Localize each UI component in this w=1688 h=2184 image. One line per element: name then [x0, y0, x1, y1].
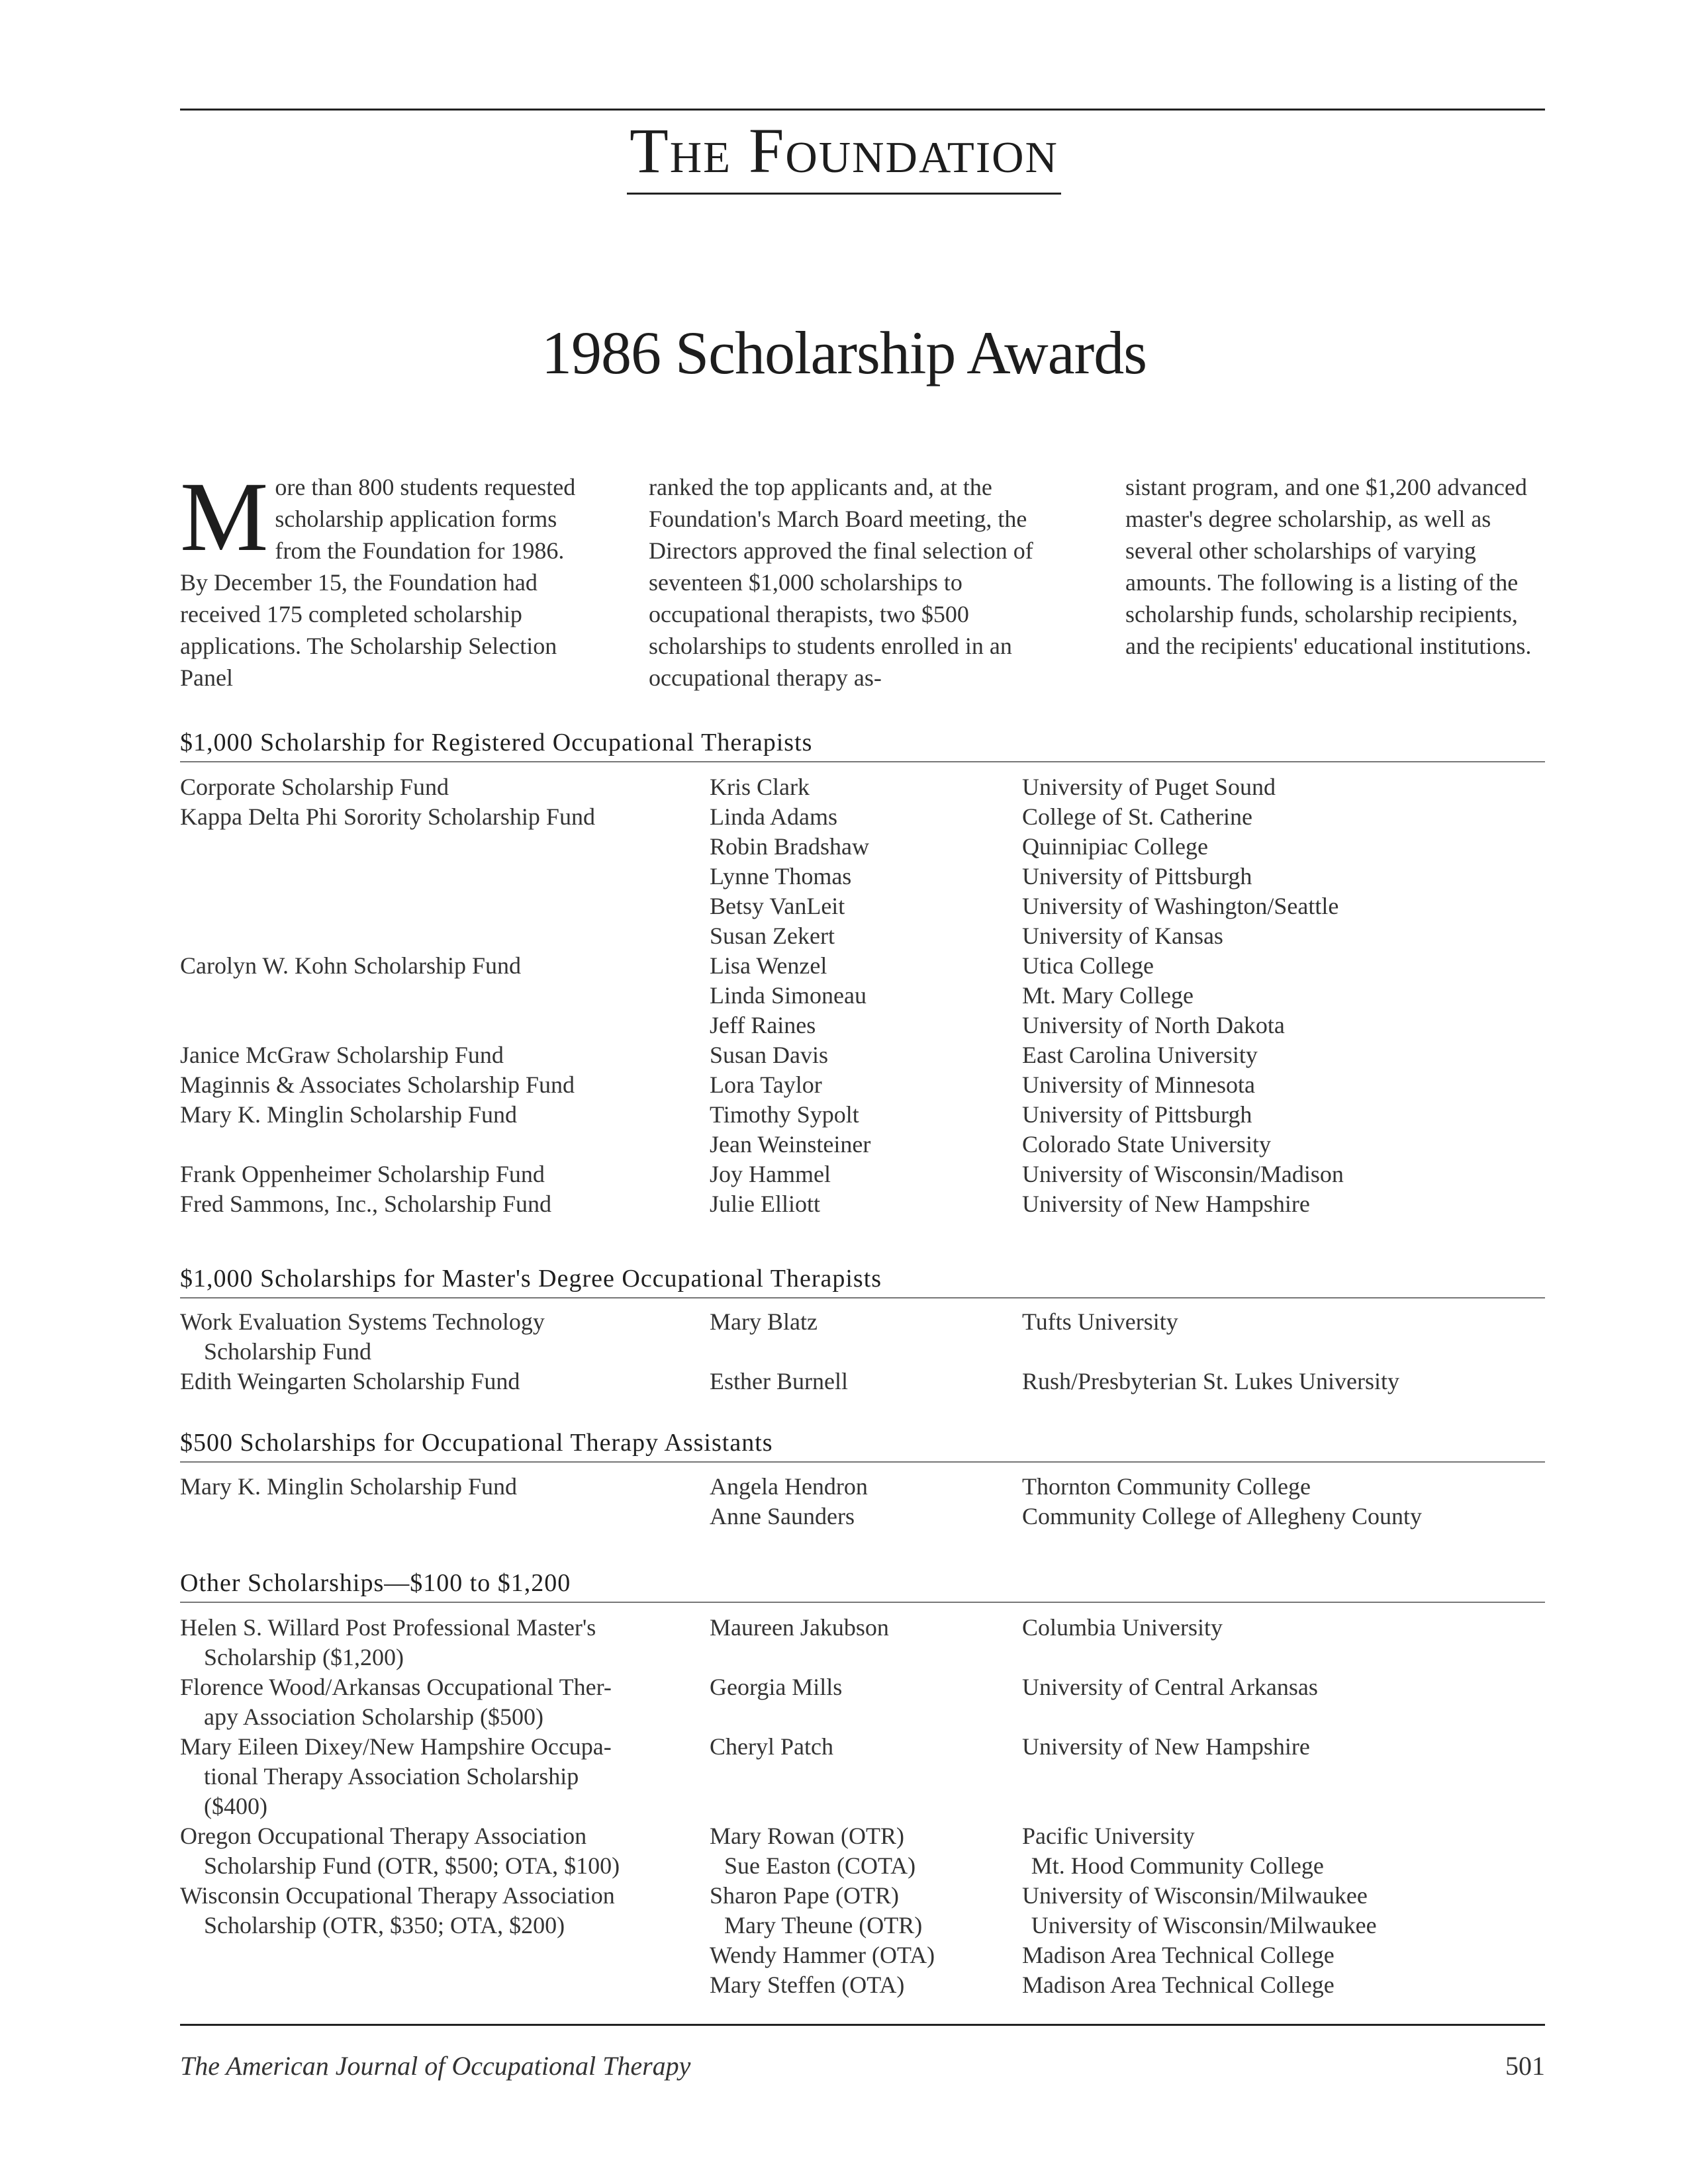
recipient-name: Lisa Wenzel — [710, 952, 827, 979]
table-row — [180, 981, 1545, 1011]
fund-name — [180, 891, 710, 921]
recipient-name: Susan Davis — [710, 1042, 828, 1068]
table-row — [180, 1502, 1545, 1531]
recipient-name: Joy Hammel — [710, 1161, 831, 1187]
institution: Community College of Allegheny County — [1022, 1503, 1422, 1529]
recipient-name: Linda Simoneau — [710, 982, 867, 1009]
group-heading-masters: $1,000 Scholarships for Master's Degree Occupational Therapists — [180, 1264, 1545, 1298]
fund-name: Wisconsin Occupational Therapy Association — [180, 1882, 615, 1909]
group-rows-masters — [180, 1307, 1545, 1396]
drop-cap: M — [180, 462, 269, 572]
recipient-name: Sue Easton (COTA) — [724, 1852, 916, 1879]
institution: Columbia University — [1022, 1614, 1223, 1641]
fund-name — [180, 1970, 710, 2000]
table-row — [180, 1732, 1545, 1821]
table-row — [180, 1672, 1545, 1732]
fund-line: Mary Eileen Dixey/New Hampshire Occupa- — [180, 1733, 612, 1760]
table-row — [180, 921, 1545, 951]
recipient-name: Anne Saunders — [710, 1503, 855, 1529]
institution: University of Wisconsin/Madison — [1022, 1161, 1344, 1187]
fund-name — [180, 1613, 710, 1672]
institution: University of Washington/Seattle — [1022, 893, 1339, 919]
group-rows-ota — [180, 1472, 1545, 1531]
table-row — [180, 1367, 1545, 1396]
group-rows-rot — [180, 772, 1545, 1219]
fund-name: Kappa Delta Phi Sorority Scholarship Fund — [180, 803, 595, 830]
group-rows-other — [180, 1613, 1545, 2000]
fund-name — [180, 1307, 710, 1367]
intro-column-1 — [180, 462, 577, 694]
recipient-name: Cheryl Patch — [710, 1733, 833, 1760]
fund-line: Helen S. Willard Post Professional Master's — [180, 1614, 596, 1641]
institution: Mt. Hood Community College — [1031, 1852, 1324, 1879]
fund-name: Janice McGraw Scholarship Fund — [180, 1042, 504, 1068]
institution: University of New Hampshire — [1022, 1733, 1310, 1760]
table-row — [180, 772, 1545, 802]
institution: University of Minnesota — [1022, 1071, 1255, 1098]
fund-line: Florence Wood/Arkansas Occupational Ther- — [180, 1674, 612, 1700]
recipient-name: Lynne Thomas — [710, 863, 852, 889]
table-row — [180, 1911, 1545, 1940]
table-row — [180, 832, 1545, 862]
recipient-name: Mary Blatz — [710, 1308, 818, 1335]
table-row — [180, 1130, 1545, 1160]
fund-name: Frank Oppenheimer Scholarship Fund — [180, 1161, 545, 1187]
fund-name — [180, 981, 710, 1011]
recipient-name: Mary Theune (OTR) — [724, 1912, 923, 1938]
institution: College of St. Catherine — [1022, 803, 1252, 830]
fund-line: ($400) — [204, 1793, 267, 1819]
table-row — [180, 1851, 1545, 1881]
fund-name: Carolyn W. Kohn Scholarship Fund — [180, 952, 522, 979]
table-row — [180, 1970, 1545, 2000]
table-row — [180, 1040, 1545, 1070]
recipient-name: Jean Weinsteiner — [710, 1131, 871, 1158]
fund-name: Edith Weingarten Scholarship Fund — [180, 1368, 520, 1394]
recipient-name: Mary Steffen (OTA) — [710, 1972, 905, 1998]
institution: Tufts University — [1022, 1308, 1178, 1335]
institution: University of North Dakota — [1022, 1012, 1285, 1038]
section-title: The Foundation — [627, 114, 1061, 195]
fund-name: Corporate Scholarship Fund — [180, 774, 449, 800]
intro-text-1: ore than 800 students requested scholarship application forms from the Foundation for 1986. By December 15, the Foundation had received 175 completed scholarship applications. The Scholarship Selection Panel — [180, 474, 576, 691]
fund-line: Scholarship Fund — [204, 1338, 372, 1365]
fund-name: Fred Sammons, Inc., Scholarship Fund — [180, 1191, 551, 1217]
institution: University of Central Arkansas — [1022, 1674, 1318, 1700]
table-row — [180, 1613, 1545, 1672]
fund-name — [180, 1130, 710, 1160]
recipient-name: Sharon Pape (OTR) — [710, 1882, 899, 1909]
table-row — [180, 862, 1545, 891]
recipient-name: Georgia Mills — [710, 1674, 843, 1700]
institution: Pacific University — [1022, 1823, 1195, 1849]
fund-name: Scholarship (OTR, $350; OTA, $200) — [204, 1912, 565, 1938]
institution: University of Pittsburgh — [1022, 863, 1252, 889]
table-row — [180, 1881, 1545, 1911]
institution: Thornton Community College — [1022, 1473, 1311, 1500]
fund-name — [180, 1672, 710, 1732]
bottom-rule — [180, 2024, 1545, 2026]
recipient-name: Linda Adams — [710, 803, 837, 830]
footer-page-number: 501 — [1505, 2051, 1545, 2081]
institution: University of Puget Sound — [1022, 774, 1276, 800]
table-row — [180, 1940, 1545, 1970]
institution: University of New Hampshire — [1022, 1191, 1310, 1217]
institution: University of Wisconsin/Milwaukee — [1022, 1882, 1368, 1909]
intro-column-3: sistant program, and one $1,200 advanced master's degree scholarship, as well as several other scholarships of varying amounts. The following is a listing of the scholarship funds, scholarship recipients, and the recipients' educational institutions. — [1125, 474, 1532, 659]
table-row — [180, 1160, 1545, 1189]
table-row — [180, 1472, 1545, 1502]
fund-name — [180, 921, 710, 951]
fund-line: apy Association Scholarship ($500) — [204, 1704, 543, 1730]
group-heading-other: Other Scholarships—$100 to $1,200 — [180, 1569, 1545, 1603]
page-title: 1986 Scholarship Awards — [541, 319, 1147, 387]
institution: Mt. Mary College — [1022, 982, 1194, 1009]
fund-line: Scholarship ($1,200) — [204, 1644, 404, 1670]
group-heading-ota: $500 Scholarships for Occupational Therapy Assistants — [180, 1428, 1545, 1463]
institution: East Carolina University — [1022, 1042, 1258, 1068]
recipient-name: Esther Burnell — [710, 1368, 848, 1394]
institution: University of Wisconsin/Milwaukee — [1031, 1912, 1377, 1938]
recipient-name: Angela Hendron — [710, 1473, 868, 1500]
fund-name — [180, 1732, 710, 1821]
institution: Colorado State University — [1022, 1131, 1271, 1158]
table-row — [180, 1100, 1545, 1130]
fund-name — [180, 862, 710, 891]
table-row — [180, 951, 1545, 981]
table-row — [180, 1189, 1545, 1219]
institution: Quinnipiac College — [1022, 833, 1208, 860]
fund-name — [180, 1940, 710, 1970]
institution: Utica College — [1022, 952, 1154, 979]
institution: Madison Area Technical College — [1022, 1972, 1335, 1998]
recipient-name: Maureen Jakubson — [710, 1614, 889, 1641]
fund-name: Mary K. Minglin Scholarship Fund — [180, 1473, 517, 1500]
fund-name: Oregon Occupational Therapy Association — [180, 1823, 587, 1849]
recipient-name: Julie Elliott — [710, 1191, 820, 1217]
recipient-name: Mary Rowan (OTR) — [710, 1823, 904, 1849]
institution: Madison Area Technical College — [1022, 1942, 1335, 1968]
group-heading-rot: $1,000 Scholarship for Registered Occupational Therapists — [180, 728, 1545, 762]
fund-name — [180, 1011, 710, 1040]
recipient-name: Susan Zekert — [710, 923, 835, 949]
recipient-name: Timothy Sypolt — [710, 1101, 859, 1128]
table-row — [180, 1011, 1545, 1040]
fund-name: Maginnis & Associates Scholarship Fund — [180, 1071, 575, 1098]
fund-name: Mary K. Minglin Scholarship Fund — [180, 1101, 517, 1128]
institution: Rush/Presbyterian St. Lukes University — [1022, 1368, 1399, 1394]
institution: University of Pittsburgh — [1022, 1101, 1252, 1128]
recipient-name: Lora Taylor — [710, 1071, 822, 1098]
section-header — [0, 114, 1688, 195]
table-row — [180, 802, 1545, 832]
recipient-name: Jeff Raines — [710, 1012, 816, 1038]
table-row — [180, 1307, 1545, 1367]
fund-name: Scholarship Fund (OTR, $500; OTA, $100) — [204, 1852, 620, 1879]
fund-line: Work Evaluation Systems Technology — [180, 1308, 545, 1335]
recipient-name: Robin Bradshaw — [710, 833, 869, 860]
fund-name — [180, 832, 710, 862]
intro-column-2: ranked the top applicants and, at the Foundation's March Board meeting, the Directors approved the final selection of seventeen $1,000 scholarships to occupational therapists, two $500 scholarships to students enrolled in an occupational therapy as- — [649, 474, 1033, 691]
recipient-name: Betsy VanLeit — [710, 893, 845, 919]
table-row — [180, 891, 1545, 921]
table-row — [180, 1070, 1545, 1100]
fund-name — [180, 1502, 710, 1531]
recipient-name: Kris Clark — [710, 774, 810, 800]
top-rule — [180, 109, 1545, 111]
institution: University of Kansas — [1022, 923, 1223, 949]
recipient-name: Wendy Hammer (OTA) — [710, 1942, 935, 1968]
table-row — [180, 1821, 1545, 1851]
fund-line: tional Therapy Association Scholarship — [204, 1763, 579, 1790]
footer-journal-title: The American Journal of Occupational Therapy — [180, 2051, 691, 2081]
